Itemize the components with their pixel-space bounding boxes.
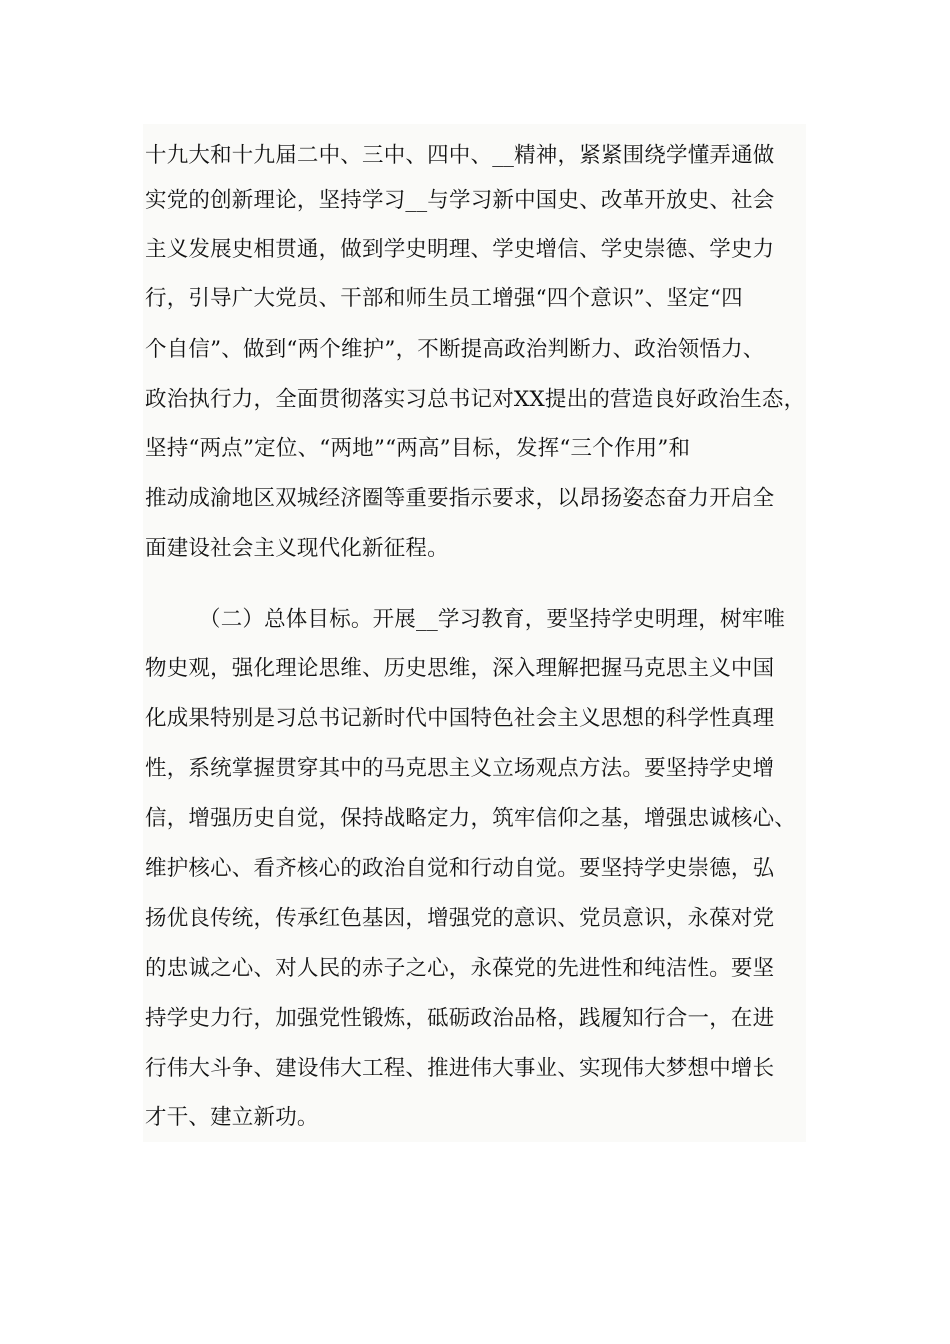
- text-line: 十九大和十九届二中、三中、四中、__精神，紧紧围绕学懂弄通做: [145, 143, 775, 168]
- text-line: （二）总体目标。开展__学习教育，要坚持学史明理，树牢唯: [199, 607, 786, 632]
- text-line: 坚持“两点”定位、“两地”“两高”目标，发挥“三个作用”和: [145, 436, 691, 461]
- text-line: 物史观，强化理论思维、历史思维，深入理解把握马克思主义中国: [145, 656, 775, 681]
- text-line: 持学史力行，加强党性锻炼，砥砺政治品格，践履知行合一，在进: [145, 1006, 775, 1031]
- text-line: 才干、建立新功。: [145, 1105, 319, 1130]
- text-line: 信，增强历史自觉，保持战略定力，筑牢信仰之基，增强忠诚核心、: [145, 806, 797, 831]
- text-line: 扬优良传统，传承红色基因，增强党的意识、党员意识，永葆对党: [145, 906, 775, 931]
- text-line: 行伟大斗争、建设伟大工程、推进伟大事业、实现伟大梦想中增长: [145, 1056, 775, 1081]
- text-line: 维护核心、看齐核心的政治自觉和行动自觉。要坚持学史崇德，弘: [145, 856, 775, 881]
- text-line: 化成果特别是习总书记新时代中国特色社会主义思想的科学性真理: [145, 706, 775, 731]
- text-line: 个自信”、做到“两个维护”，不断提高政治判断力、政治领悟力、: [145, 337, 765, 362]
- text-line: 推动成渝地区双城经济圈等重要指示要求，以昂扬姿态奋力开启全: [145, 486, 775, 511]
- text-line: 面建设社会主义现代化新征程。: [145, 536, 449, 561]
- text-line: 性，系统掌握贯穿其中的马克思主义立场观点方法。要坚持学史增: [145, 756, 775, 781]
- text-line: 的忠诚之心、对人民的赤子之心，永葆党的先进性和纯洁性。要坚: [145, 956, 775, 981]
- text-line: 政治执行力，全面贯彻落实习总书记对XX提出的营造良好政治生态，: [145, 387, 806, 412]
- document-text-block: [143, 124, 806, 1142]
- text-line: 主义发展史相贯通，做到学史明理、学史增信、学史崇德、学史力: [145, 237, 775, 262]
- text-line: 实党的创新理论，坚持学习__与学习新中国史、改革开放史、社会: [145, 188, 775, 213]
- text-line: 行，引导广大党员、干部和师生员工增强“四个意识”、坚定“四: [145, 286, 743, 311]
